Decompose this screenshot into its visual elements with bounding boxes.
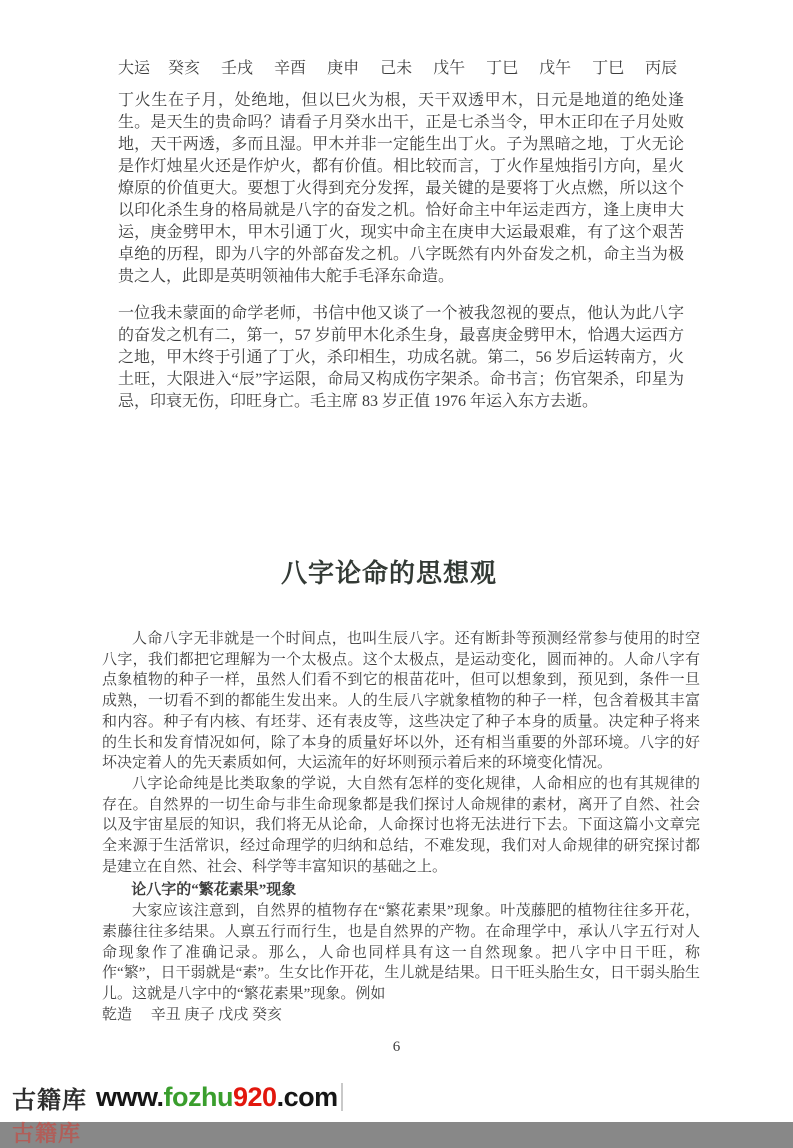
url-fozhu: fozhu (163, 1081, 233, 1112)
dayun-pillar: 庚申 (327, 60, 360, 77)
dayun-pillar: 丁巳 (486, 60, 519, 77)
main-text-section (102, 629, 700, 1025)
paragraph: 八字论命纯是比类取象的学说，大自然有怎样的变化规律，人命相应的也有其规律的存在。自然界的一切生命与非生命现象都是我们探讨人命规律的素材，离开了自然、社会以及宇宙星辰的知识，我们将无从论命，人命探讨也将无法进行下去。下面这篇小文章完全来源于生活常识，经过命理学的归纳和总结，不难发现，我们对人命规律的研究探讨都是建立在自然、社会、科学等丰富知识的基础之上。 (102, 775, 700, 875)
url-920: 920 (233, 1081, 277, 1112)
dayun-pillar: 癸亥 (168, 60, 201, 77)
dayun-pillar: 丁巳 (592, 60, 625, 77)
dayun-line (118, 59, 677, 79)
url-www: www. (96, 1081, 164, 1112)
clipped-watermark-remnant (12, 1117, 262, 1146)
top-text-section (118, 90, 684, 413)
watermark-url (96, 1082, 338, 1113)
dayun-pillar: 戊午 (539, 60, 572, 77)
dayun-pillar: 戊午 (433, 60, 466, 77)
mingzao-line: 乾造 辛丑 庚子 戊戌 癸亥 (102, 1006, 283, 1023)
paragraph: 一位我未蒙面的命学老师，书信中他又谈了一个被我忽视的要点，他认为此八字的奋发之机有二，第一，57 岁前甲木化杀生身，最喜庚金劈甲木，恰遇大运西方之地，甲木终于引通了丁火，杀印相生，功成名就。第二，56 岁后运转南方，火土旺，大限进入“辰”字运限，命局又构成伤字架杀。命书言；伤官架杀，印星为忌，印衰无伤，印旺身亡。毛主席 83 岁正值 1976 年运入东方去逝。 (118, 305, 684, 410)
dayun-pillar: 辛酉 (274, 60, 307, 77)
dayun-pillars (168, 59, 677, 79)
dayun-pillar: 丙辰 (645, 60, 678, 77)
dayun-pillar: 壬戌 (221, 60, 254, 77)
paragraph: 大家应该注意到，自然界的植物存在“繁花素果”现象。叶茂藤肥的植物往往多开花，素藤往往多结果。人禀五行而行生，也是自然界的产物。在命理学中，承认八字五行对人命现象作了准确记录。那么，人命也同样具有这一自然现象。把八字中日干旺，称作“繁”，日干弱就是“素”。生女比作开花，生儿就是结果。日干旺头胎生女，日干弱头胎生儿。这就是八字中的“繁花素果”现象。例如 (102, 903, 700, 1002)
watermark-cn-label: 古籍库 (12, 1087, 87, 1114)
paragraph: 人命八字无非就是一个时间点，也叫生辰八字。还有断卦等预测经常参与使用的时空八字，我们都把它理解为一个太极点。这个太极点，是运动变化，圆而神的。人命八字有点象植物的种子一样，虽然人们看不到它的根苗花叶，但可以想象到，预见到，条件一旦成熟，一切看不到的都能生发出来。人的生辰八字就象植物的种子一样，包含着极其丰富和内容。种子有内核、有坯芽、还有表皮等，这些决定了种子本身的质量。决定种子将来的生长和发育情况如何，除了本身的质量好坏以外，还有相当重要的外部环境。八字的好坏决定着人的先天素质如何，大运流年的好坏则预示着后来的环境变化情况。 (102, 631, 700, 772)
url-tld: .com (276, 1081, 338, 1112)
sub-heading: 论八字的“繁花素果”现象 (131, 882, 297, 899)
scan-artifact-line (341, 1083, 343, 1111)
dayun-pillar: 己未 (380, 60, 413, 77)
paragraph: 丁火生在子月，处绝地，但以巳火为根，天干双透甲木，日元是地道的绝处逢生。是天生的贵命吗？请看子月癸水出干，正是七杀当令，甲木正印在子月处败地，天干两透，多而且湿。甲木并非一定能生出丁火。子为黑暗之地，丁火无论是作灯烛星火还是作炉火，都有价值。相比较而言，丁火作星烛指引方向，星火燎原的价值更大。要想丁火得到充分发挥，最关键的是要将丁火点燃，所以这个以印化杀生身的格局就是八字的奋发之机。恰好命主中年运走西方，逢上庚申大运，庚金劈甲木，甲木引通丁火，现实中命主在庚申大运最艰难，有了这个艰苦卓绝的历程，即为八字的外部奋发之机。八字既然有内外奋发之机，命主当为极贵之人，此即是英明领袖伟大舵手毛泽东命造。 (118, 92, 684, 285)
chapter-heading: 八字论命的思想观 (280, 559, 497, 588)
remnant-text: 古籍库 (12, 1121, 82, 1146)
watermark-footer (12, 1080, 343, 1114)
dayun-label: 大运 (118, 60, 151, 77)
page-number: 6 (392, 1039, 401, 1055)
